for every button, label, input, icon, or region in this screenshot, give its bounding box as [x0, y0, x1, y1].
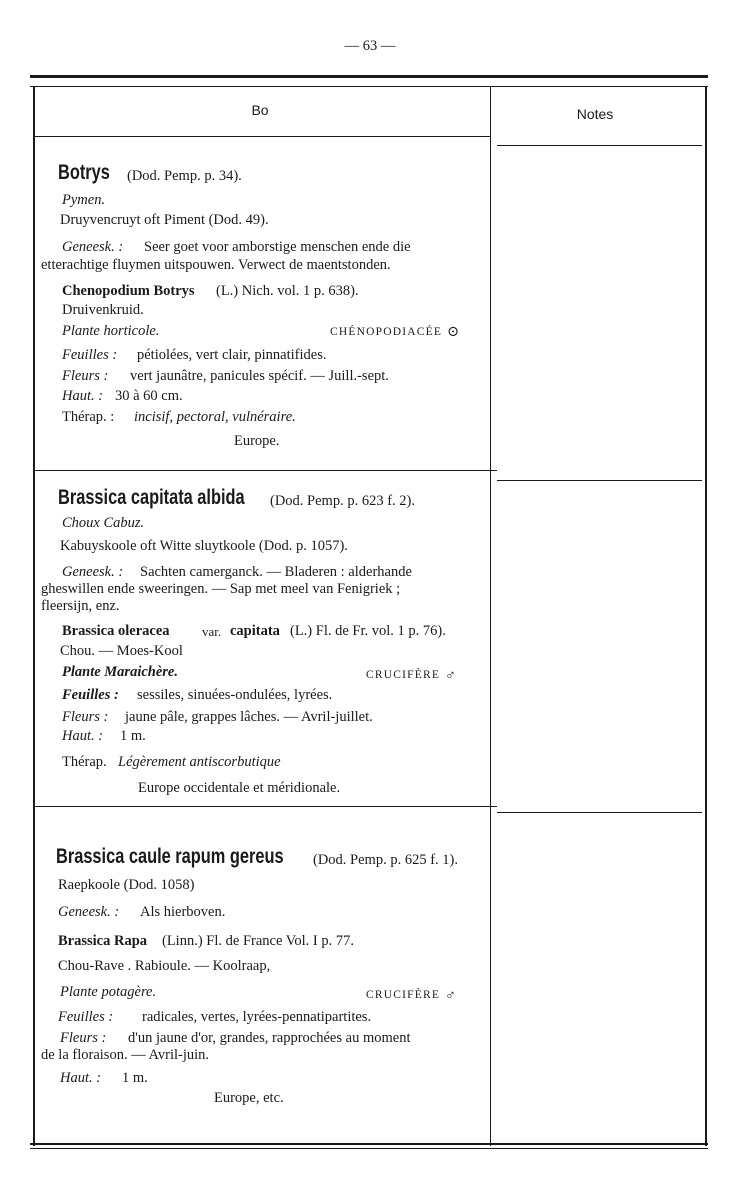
haut-label: Haut. : — [62, 728, 104, 744]
entry-title-ref: (Dod. Pemp. p. 625 f. 1). — [313, 852, 458, 868]
geneesk-text: Als hierboven. — [140, 904, 226, 920]
feuilles-label: Feuilles : — [62, 687, 119, 703]
latin-ref: (L.) Fl. de Fr. vol. 1 p. 76). — [290, 623, 446, 639]
family-name: CHÉNOPODIACÉE — [330, 326, 443, 338]
feuilles-label: Feuilles : — [62, 347, 118, 363]
vernacular-name: Chou-Rave . Rabioule. — Koolraap, — [58, 958, 271, 974]
fleurs-label: Fleurs : — [60, 1030, 107, 1046]
family-name: CRUCIFÈRE — [366, 669, 441, 681]
feuilles-text: pétiolées, vert clair, pinnatifides. — [137, 347, 327, 363]
latin-var: var. — [202, 624, 222, 639]
feuilles-text: sessiles, sinuées-ondulées, lyrées. — [137, 687, 333, 703]
dutch-name: Kabuyskoole oft Witte sluytkoole (Dod. p. 1057). — [60, 538, 348, 554]
distribution: Europe. — [234, 433, 280, 449]
vernacular-name: Chou. — Moes-Kool — [60, 643, 183, 659]
common-name: Pymen. — [62, 192, 106, 208]
plant-type: Plante potagère. — [60, 984, 157, 1000]
fleurs-text: vert jaunâtre, panicules spécif. — Juill.-sept. — [130, 368, 389, 384]
latin-ref: (Linn.) Fl. de France Vol. I p. 77. — [162, 933, 354, 949]
haut-text: 30 à 60 cm. — [115, 388, 183, 404]
haut-label: Haut. : — [62, 388, 104, 404]
plant-type: Plante horticole. — [62, 323, 160, 339]
column-header-main: Bo — [251, 102, 269, 118]
latin-variety: capitata — [230, 623, 280, 639]
latin-name: Brassica Rapa — [58, 933, 148, 949]
fleurs-text: d'un jaune d'or, grandes, rapprochées au moment — [128, 1030, 411, 1046]
dutch-name: Raepkoole (Dod. 1058) — [58, 877, 195, 893]
fleurs-text: jaune pâle, grappes lâches. — Avril-juillet. — [125, 709, 373, 725]
geneesk-text: Seer goet voor amborstige menschen ende die — [144, 239, 411, 255]
distribution: Europe occidentale et méridionale. — [138, 780, 341, 796]
therap-label: Thérap. — [62, 754, 107, 770]
haut-label: Haut. : — [60, 1070, 102, 1086]
fleurs-text-cont: de la floraison. — Avril-juin. — [41, 1047, 210, 1063]
vernacular-name: Druivenkruid. — [62, 302, 144, 318]
family-symbol: ♂ — [445, 988, 456, 1004]
geneesk-text-cont-2: fleersijn, enz. — [41, 598, 120, 614]
feuilles-label: Feuilles : — [58, 1009, 114, 1025]
family-name: CRUCIFÈRE — [366, 989, 441, 1001]
fleurs-label: Fleurs : — [62, 368, 109, 384]
distribution: Europe, etc. — [214, 1090, 284, 1106]
family-symbol: ♂ — [445, 668, 456, 684]
entry-title-ref: (Dod. Pemp. p. 623 f. 2). — [270, 493, 415, 509]
latin-name: Chenopodium Botrys — [62, 283, 195, 299]
page-number: — 63 — — [344, 38, 396, 54]
fleurs-label: Fleurs : — [62, 709, 109, 725]
common-name: Choux Cabuz. — [62, 515, 145, 531]
geneesk-label: Geneesk. : — [62, 564, 124, 580]
column-header-notes: Notes — [576, 106, 614, 122]
plant-type: Plante Maraichère. — [62, 664, 178, 680]
therap-label: Thérap. : — [62, 409, 115, 425]
dutch-name: Druyvencruyt oft Piment (Dod. 49). — [60, 212, 269, 228]
latin-name: Brassica oleracea — [62, 623, 170, 639]
haut-text: 1 m. — [122, 1070, 148, 1086]
geneesk-text-cont: gheswillen ende sweeringen. — Sap met meel van Fenigriek ; — [41, 581, 401, 597]
entry-title: Botrys — [58, 161, 110, 184]
geneesk-text: Sachten camerganck. — Bladeren : alderhande — [140, 564, 412, 580]
geneesk-label: Geneesk. : — [62, 239, 124, 255]
geneesk-text-cont: etterachtige fluymen uitspouwen. Verwect de maentstonden. — [41, 257, 391, 273]
feuilles-text: radicales, vertes, lyrées-pennatipartites. — [142, 1009, 372, 1025]
haut-text: 1 m. — [120, 728, 146, 744]
entry-title: Brassica caule rapum gereus — [56, 845, 284, 868]
entry-title-ref: (Dod. Pemp. p. 34). — [127, 168, 242, 184]
therap-text: Légèrement antiscorbutique — [118, 754, 281, 770]
therap-text: incisif, pectoral, vulnéraire. — [134, 409, 296, 425]
family-symbol: ⊙ — [447, 324, 460, 340]
geneesk-label: Geneesk. : — [58, 904, 120, 920]
latin-ref: (L.) Nich. vol. 1 p. 638). — [216, 283, 359, 299]
entry-title: Brassica capitata albida — [58, 486, 245, 509]
